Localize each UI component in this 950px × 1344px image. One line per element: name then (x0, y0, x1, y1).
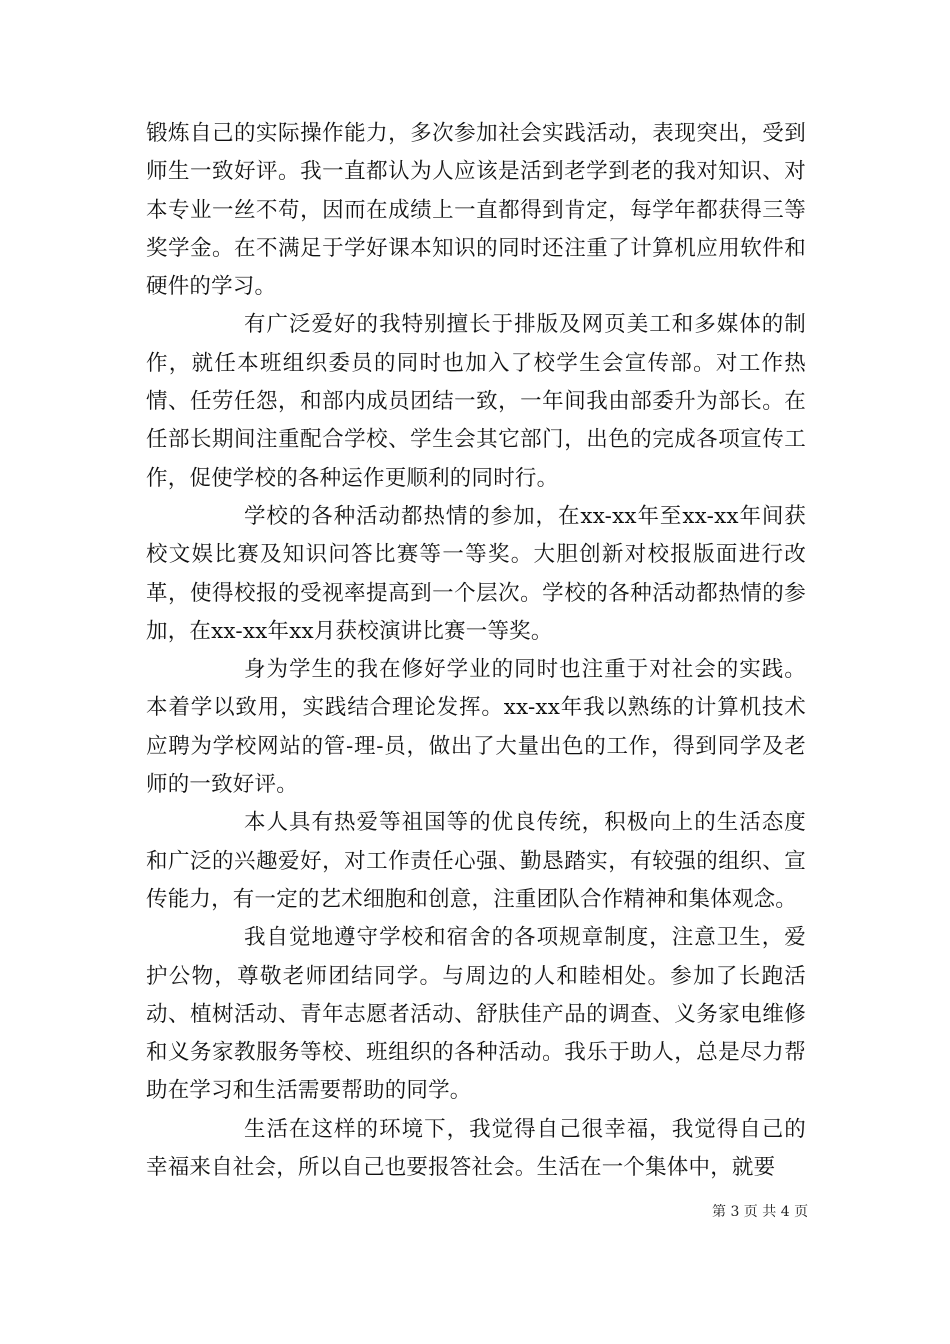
paragraph-1: 锻炼自己的实际操作能力，多次参加社会实践活动，表现突出，受到师生一致好评。我一直都认为人应该是活到老学到老的我对知识、对本专业一丝不苟，因而在成绩上一直都得到肯定，每学年都获得三等奖学金。在不满足于学好课本知识的同时还注重了计算机应用软件和硬件的学习。 (146, 121, 806, 300)
paragraph-5: 本人具有热爱等祖国等的优良传统，积极向上的生活态度和广泛的兴趣爱好，对工作责任心强、勤恳踏实，有较强的组织、宣传能力，有一定的艺术细胞和创意，注重团队合作精神和集体观念。 (146, 810, 806, 912)
paragraph-4: 身为学生的我在修好学业的同时也注重于对社会的实践。本着学以致用，实践结合理论发挥。xx-xx年我以熟练的计算机技术应聘为学校网站的管-理-员，做出了大量出色的工作，得到同学及老师的一致好评。 (146, 657, 806, 798)
paragraph-3: 学校的各种活动都热情的参加，在xx-xx年至xx-xx年间获校文娱比赛及知识问答比赛等一等奖。大胆创新对校报版面进行改革，使得校报的受视率提高到一个层次。学校的各种活动都热情的参加，在xx-xx年xx月获校演讲比赛一等奖。 (146, 503, 806, 644)
paragraph-2: 有广泛爱好的我特别擅长于排版及网页美工和多媒体的制作，就任本班组织委员的同时也加入了校学生会宣传部。对工作热情、任劳任怨，和部内成员团结一致，一年间我由部委升为部长。在任部长期间注重配合学校、学生会其它部门，出色的完成各项宣传工作，促使学校的各种运作更顺利的同时行。 (146, 312, 806, 491)
page-number-footer: 第 3 页 共 4 页 (712, 1204, 809, 1220)
paragraph-6: 我自觉地遵守学校和宿舍的各项规章制度，注意卫生，爱护公物，尊敬老师团结同学。与周边的人和睦相处。参加了长跑活动、植树活动、青年志愿者活动、舒肤佳产品的调查、义务家电维修和义务家教服务等校、班组织的各种活动。我乐于助人，总是尽力帮助在学习和生活需要帮助的同学。 (146, 925, 806, 1104)
document-body (146, 115, 806, 1187)
paragraph-7: 生活在这样的环境下，我觉得自己很幸福，我觉得自己的幸福来自社会，所以自己也要报答社会。生活在一个集体中，就要 (146, 1116, 806, 1181)
